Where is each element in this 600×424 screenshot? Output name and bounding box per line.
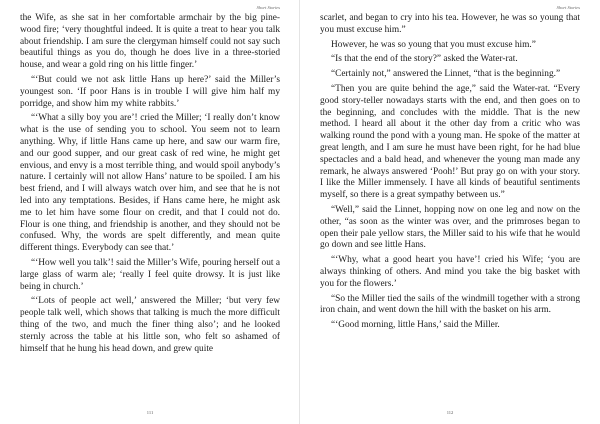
paragraph: However, he was so young that you must excuse him.” — [331, 39, 536, 50]
left-page-number: 111 — [146, 410, 154, 415]
paragraph: “Well,” said the Linnet, hopping now on one leg and now on the other, “as soon as the winter was over, and the primroses began to open their pale yellow stars, the Miller said to his wife that he would go down and see little Hans. — [320, 204, 580, 251]
paragraph: “‘How well you talk’! said the Miller’s Wife, pouring herself out a large glass of warm ale; ‘really I feel quite drowsy. It is just like being in church.’ — [20, 257, 280, 292]
paragraph: “‘But could we not ask little Hans up here?’ said the Miller’s youngest son. ‘If poor Hans is in trouble I will give him half my porridge, and show him my white rabbits.’ — [20, 74, 280, 109]
right-page — [300, 0, 600, 424]
paragraph: “‘What a silly boy you are’! cried the Miller; ‘I really don’t know what is the use of sending you to school. You seem not to learn anything. Why, if little Hans came up here, and saw our warm fire, and our good supper, and our great cask of red wine, he might get envious, and envy is a most terrible thing, and would spoil anybody’s nature. I certainly will not allow Hans’ nature to be spoiled. I am his best friend, and I will always watch over him, and see that he is not led into any temptations. Besides, if Hans came here, he might ask me to let him have some flour on credit, and that I could not do. Flour is one thing, and friendship is another, and they should not be confused. Why, the words are spelt differently, and mean quite different things. Everybody can see that.’ — [20, 113, 280, 254]
paragraph: “So the Miller tied the sails of the windmill together with a strong iron chain, and went down the hill with the basket on his arm. — [320, 293, 580, 316]
paragraph: “‘Lots of people act well,’ answered the Miller; ‘but very few people talk well, which shows that talking is much the more difficult thing of the two, and much the finer thing also’; and he looked sternly across the table at his little son, who felt so ashamed of himself that he hung his head down, and grew quite — [20, 296, 280, 354]
right-page-number: 112 — [446, 410, 454, 415]
paragraph: “Is that the end of the story?” asked the Water-rat. — [331, 54, 518, 65]
paragraph: “Certainly not,” answered the Linnet, “that is the beginning.” — [331, 69, 561, 80]
paragraph: “‘Good morning, little Hans,’ said the Miller. — [331, 320, 500, 331]
right-running-head: Short Stories — [556, 5, 580, 10]
right-page-body — [320, 13, 580, 335]
paragraph: the Wife, as she sat in her comfortable armchair by the big pine-wood fire; ‘very thoughtful indeed. It is quite a treat to hear you talk about friendship. I am sure the clergyman himself could not say such beautiful things as you do, though he does live in a three-storied house, and wear a gold ring on his little finger.’ — [20, 13, 280, 71]
left-running-head: Short Stories — [256, 5, 280, 10]
paragraph: “Then you are quite behind the age,” said the Water-rat. “Every good story-teller nowadays starts with the end, and then goes on to the beginning, and concludes with the middle. That is the new method. I heard all about it the other day from a critic who was walking round the pond with a young man. He spoke of the matter at great length, and I am sure he must have been right, for he had blue spectacles and a bald head, and whenever the young man made any remark, he always answered ‘Pooh!’ But pray go on with your story. I like the Miller immensely. I have all kinds of beautiful sentiments myself, so there is a great sympathy between us.” — [320, 83, 580, 201]
paragraph: scarlet, and began to cry into his tea. However, he was so young that you must excuse him.” — [320, 13, 580, 35]
left-page-body — [20, 13, 280, 358]
paragraph: “‘Why, what a good heart you have’! cried his Wife; ‘you are always thinking of others. And mind you take the big basket with you for the flowers.’ — [320, 255, 580, 289]
